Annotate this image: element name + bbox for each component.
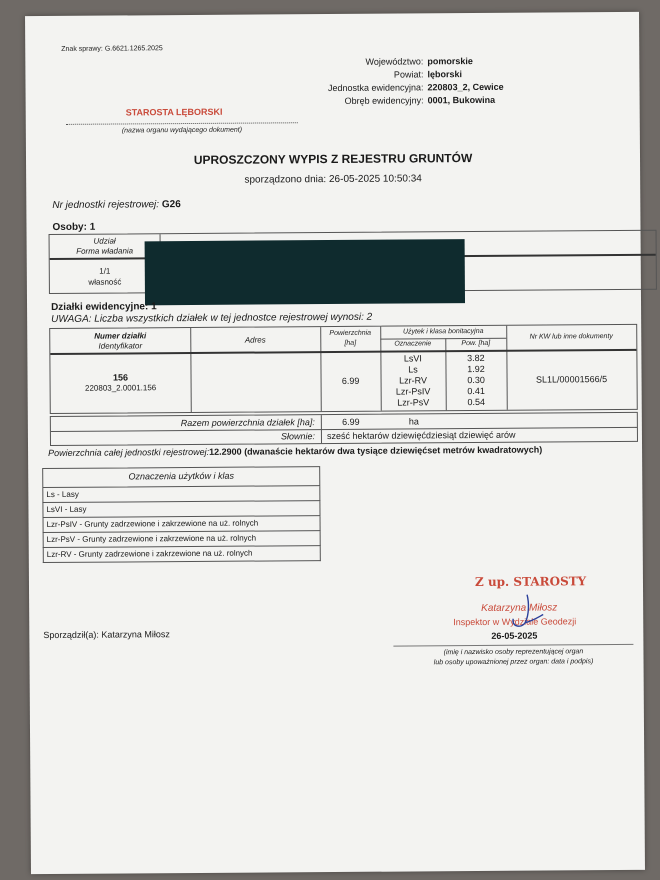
region-label: Jednostka ewidencyjna: — [327, 82, 424, 94]
stamp-header: Z up. STAROSTY — [474, 574, 587, 590]
plots-table — [49, 324, 638, 414]
sign-caption-1: (imię i nazwisko osoby reprezentującej organ — [443, 648, 584, 657]
header-form: Forma władania — [76, 246, 134, 256]
region-value: lęborski — [427, 69, 462, 80]
region-label: Powiat: — [393, 69, 424, 80]
persons-label: Osoby: 1 — [52, 221, 96, 233]
header-area: Powierzchnia — [329, 329, 372, 338]
document-title: UPROSZCZONY WYPIS Z REJESTRU GRUNTÓW — [193, 151, 473, 167]
legend-item: Ls - Lasy — [42, 486, 320, 503]
region-value: 220803_2, Cewice — [427, 81, 504, 93]
legend-table — [42, 466, 321, 563]
use-marks — [380, 353, 445, 408]
region-value: pomorskie — [427, 56, 473, 67]
header-use-mark: Oznaczenie — [394, 340, 432, 348]
use-areas — [445, 353, 506, 408]
legend-item: LsVI - Lasy — [42, 501, 320, 518]
words-label: Słownie: — [280, 431, 315, 442]
use-area: 1.92 — [467, 363, 485, 375]
region-label: Województwo: — [365, 56, 424, 67]
header-plot-id: Identyfikator — [98, 341, 143, 351]
plots-label: Działki ewidencyjne: 1 — [51, 301, 157, 313]
header-land-use: Użytek i klasa bonitacyjna — [402, 327, 484, 336]
authority-name: STAROSTA LĘBORSKI — [125, 106, 223, 118]
plot-area: 6.99 — [341, 375, 360, 386]
signature-line — [393, 644, 633, 647]
sum-unit: ha — [408, 416, 419, 427]
header-share: Udział — [93, 236, 116, 246]
prepared-by: Sporządził(a): Katarzyna Miłosz — [43, 629, 170, 641]
use-area: 0.41 — [467, 385, 485, 397]
person-share: 1/1 — [99, 266, 111, 276]
header-use-area: Pow. [ha] — [461, 339, 491, 348]
redacted-personal-data — [145, 239, 465, 305]
use-mark: Lzr-PsIV — [395, 386, 431, 397]
sign-caption-2: lub osoby upoważnionej przez organ: data i podpis) — [433, 658, 594, 667]
header-area-unit: [ha] — [344, 339, 357, 347]
header-kw: Nr KW lub inne dokumenty — [529, 333, 613, 341]
use-mark: Lzr-PsV — [397, 397, 430, 408]
case-number: Znak sprawy: G.6621.1265.2025 — [61, 45, 163, 53]
legend-item: Lzr-RV - Grunty zadrzewione i zakrzewione na uż. rolnych — [43, 546, 321, 563]
use-mark: Ls — [408, 364, 418, 375]
stamp-role: Inspektor w Wydziale Geodezji — [453, 616, 577, 628]
person-form: własność — [88, 277, 122, 287]
stamp-date: 26-05-2025 — [491, 630, 538, 641]
header-plot-number: Numer działki — [94, 331, 147, 341]
unit-number: G26 — [161, 199, 181, 211]
unit-label: Nr jednostki rejestrowej: — [52, 199, 160, 211]
region-info — [265, 54, 625, 109]
use-mark: LsVI — [403, 353, 422, 364]
sum-value: 6.99 — [342, 416, 360, 427]
legend-item: Lzr-PsV - Grunty zadrzewione i zakrzewione na uż. rolnych — [43, 531, 321, 548]
region-label: Obręb ewidencyjny: — [344, 95, 424, 106]
plot-id: 220803_2.0001.156 — [84, 383, 157, 393]
total-area-line — [48, 445, 542, 458]
use-area: 0.54 — [467, 396, 486, 408]
stamp-name: Katarzyna Miłosz — [481, 602, 558, 614]
use-area: 0.30 — [467, 374, 485, 386]
signature — [499, 592, 559, 632]
plot-kw: SL1L/00001566/5 — [535, 374, 608, 385]
legend-title: Oznaczenia użytków i klas — [42, 466, 320, 488]
authority-underline — [66, 122, 298, 125]
header-address: Adres — [244, 335, 266, 345]
plot-number: 156 — [112, 372, 129, 383]
region-value: 0001, Bukowina — [427, 94, 496, 106]
total-label: Powierzchnia całej jednostki rejestrowej: — [48, 446, 210, 459]
unit-line — [52, 199, 180, 211]
summary-box — [50, 412, 638, 446]
sum-label: Razem powierzchnia działek [ha]: — [180, 417, 315, 429]
words-value: sześć hektarów dziewięćdziesiąt dziewięć arów — [326, 429, 516, 442]
date-line: sporządzono dnia: 26-05-2025 10:50:34 — [244, 173, 422, 186]
use-area: 3.82 — [467, 352, 485, 364]
legend-item: Lzr-PsIV - Grunty zadrzewione i zakrzewione na uż. rolnych — [43, 516, 321, 533]
authority-caption: (nazwa organu wydającego dokument) — [121, 126, 243, 135]
plots-note: UWAGA: Liczba wszystkich działek w tej jednostce rejestrowej wynosi: 2 — [51, 311, 373, 325]
document-page — [25, 12, 645, 874]
total-value: 12.2900 (dwanaście hektarów dwa tysiące dziewięćset metrów kwadratowych) — [209, 444, 543, 457]
use-mark: Lzr-RV — [399, 375, 428, 386]
